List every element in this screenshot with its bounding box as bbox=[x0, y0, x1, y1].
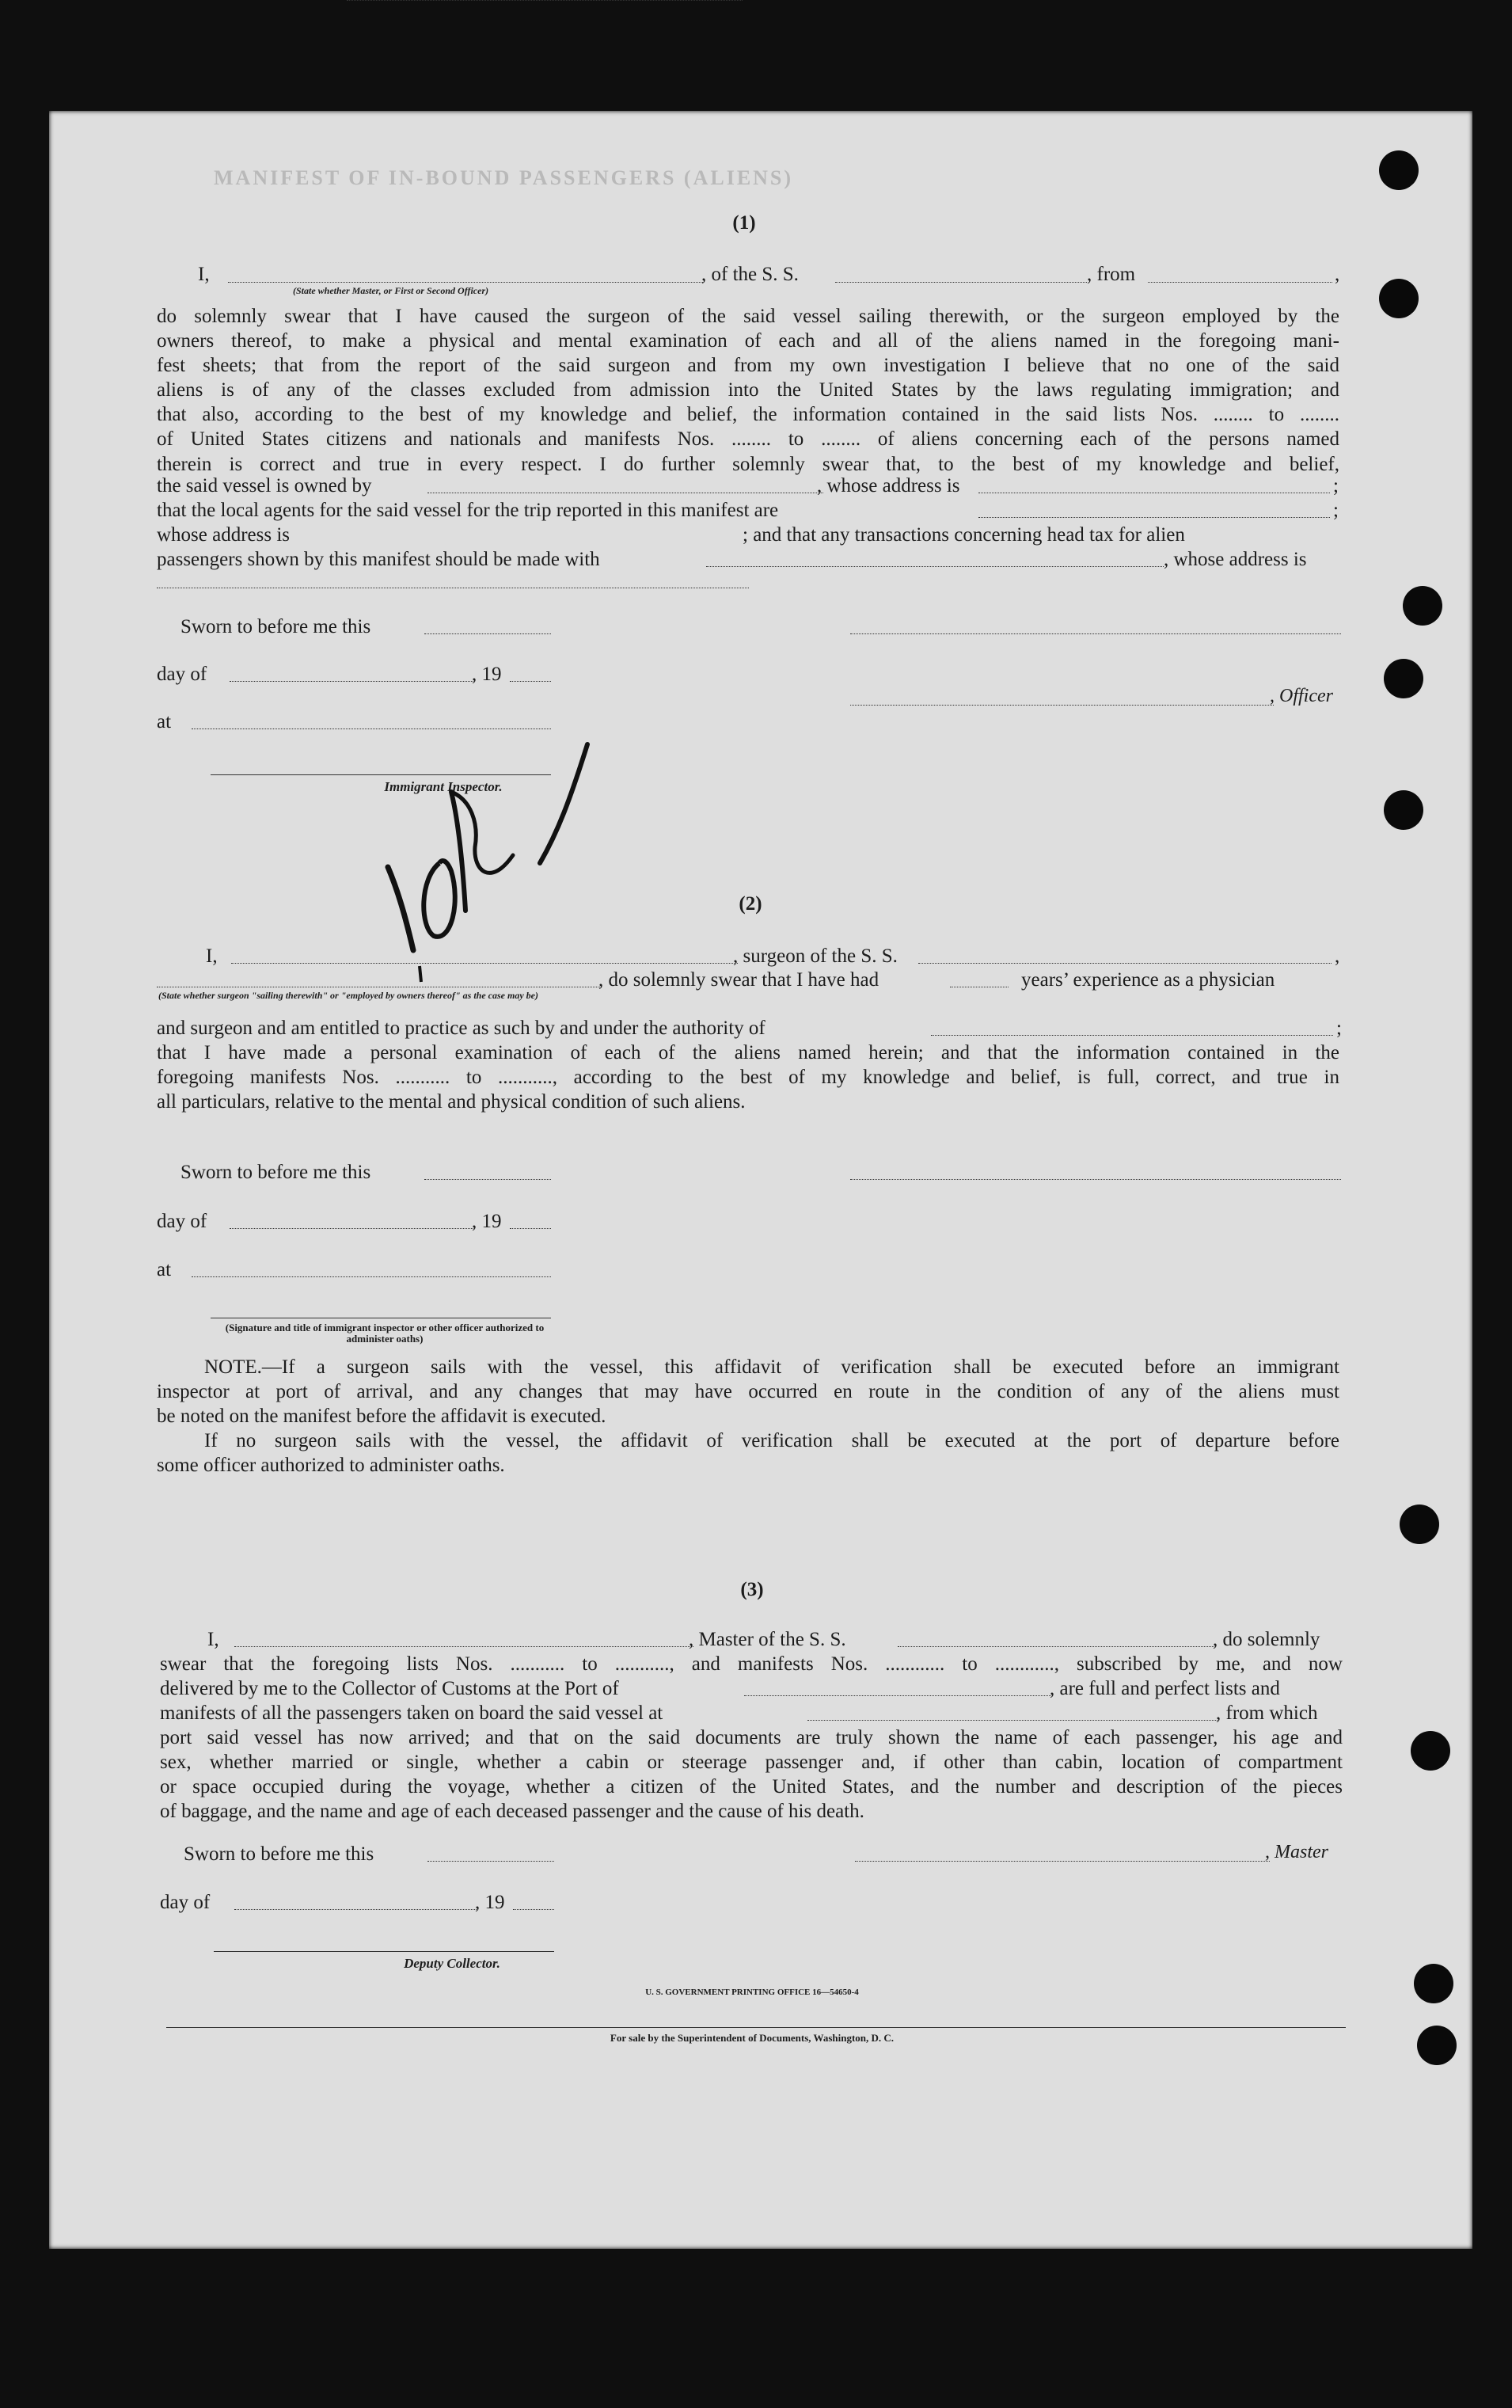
s1-day-blank[interactable] bbox=[230, 681, 475, 682]
punch-hole bbox=[1403, 586, 1442, 626]
s2-authority-blank[interactable] bbox=[931, 1035, 1333, 1036]
s3-line: delivered by me to the Collector of Customs at the Port of bbox=[160, 1678, 619, 1699]
s3-line: manifests of all the passengers taken on board the said vessel at bbox=[160, 1702, 663, 1724]
s2-sworn-blank[interactable] bbox=[424, 1179, 551, 1180]
s3-line: swear that the foregoing lists Nos. ........... to ..........., and manifests Nos. ............ to ............, subscribed by me, and now bbox=[160, 1653, 1343, 1675]
s1-line: of United States citizens and nationals and manifests Nos. ........ to ........ of aliens concerning each of the persons named bbox=[157, 428, 1339, 451]
s3-name-blank[interactable] bbox=[234, 1646, 693, 1647]
s3-oath-line-1 bbox=[160, 1652, 1343, 1676]
s1-officer-sublabel: (State whether Master, or First or Second Officer) bbox=[293, 285, 489, 296]
s1-sworn-blank[interactable] bbox=[424, 633, 551, 634]
s2-day-of-label: day of bbox=[157, 1211, 207, 1232]
s1-whose-address-is-label: whose address is bbox=[157, 524, 291, 546]
s2-swear-label: , do solemnly swear that I have had bbox=[598, 969, 879, 991]
s1-whose-address-label: , whose address is bbox=[817, 475, 960, 496]
s2-line: and surgeon and am entitled to practice as such by and under the authority of bbox=[157, 1018, 765, 1039]
punch-hole bbox=[1400, 1505, 1439, 1544]
s1-local-agents-label: that the local agents for the said vessel for the trip reported in this manifest are bbox=[157, 500, 779, 521]
punch-hole bbox=[1379, 279, 1419, 318]
s3-sworn-label: Sworn to before me this bbox=[184, 1843, 374, 1865]
s1-sworn-label: Sworn to before me this bbox=[180, 616, 371, 637]
s2-comma: , bbox=[1335, 945, 1340, 967]
s1-head-tax-label: ; and that any transactions concerning head tax for alien bbox=[743, 524, 1185, 546]
s2-note-line: NOTE.—If a surgeon sails with the vessel, this affidavit of verification shall be executed before an immigrant bbox=[204, 1356, 1339, 1378]
punch-hole bbox=[1384, 790, 1423, 830]
s3-do-solemnly-label: , do solemnly bbox=[1213, 1629, 1320, 1650]
s1-semicolon: ; bbox=[1333, 475, 1339, 496]
header-ghost: MANIFEST OF IN-BOUND PASSENGERS (ALIENS) bbox=[214, 166, 794, 189]
s3-line: or space occupied during the voyage, whether a citizen of the United States, and the number and description of the pieces bbox=[160, 1776, 1343, 1798]
s2-year-blank[interactable] bbox=[510, 1228, 551, 1229]
s1-from-blank[interactable] bbox=[1148, 282, 1332, 283]
s2-note-line: be noted on the manifest before the affidavit is executed. bbox=[157, 1406, 606, 1428]
s2-note-line: If no surgeon sails with the vessel, the affidavit of verification shall be executed at the port of departure before bbox=[204, 1430, 1339, 1452]
s1-semicolon: ; bbox=[1333, 500, 1339, 521]
s2-note-line: some officer authorized to administer oaths. bbox=[157, 1455, 505, 1477]
s3-line: sex, whether married or single, whether a cabin or steerage passenger and, if other than cabin, location of compartment bbox=[160, 1752, 1343, 1774]
s2-note bbox=[157, 1355, 1339, 1478]
s3-full-perfect-label: , are full and perfect lists and bbox=[1050, 1678, 1280, 1699]
s1-year-blank[interactable] bbox=[510, 681, 551, 682]
s3-sworn-blank[interactable] bbox=[427, 1861, 554, 1862]
s1-agents-blank[interactable] bbox=[978, 517, 1330, 518]
s3-ship-blank[interactable] bbox=[898, 1646, 1214, 1647]
punch-hole bbox=[1414, 1964, 1453, 2003]
s2-status-sublabel: (State whether surgeon "sailing therewith" or "employed by owners thereof" as the case may be) bbox=[158, 990, 538, 1001]
s1-officer-signature-line-2[interactable] bbox=[850, 705, 1274, 706]
s3-master-of-label: , Master of the S. S. bbox=[689, 1629, 846, 1650]
s1-line: aliens is of any of the classes excluded from admission into the United States by the laws regulating immigration; and bbox=[157, 379, 1339, 401]
gpo-imprint: U. S. GOVERNMENT PRINTING OFFICE 16—54650-4 bbox=[645, 1988, 859, 1997]
s1-from-label: , from bbox=[1087, 264, 1136, 285]
s2-surgeon-of-label: , surgeon of the S. S. bbox=[733, 945, 898, 967]
s3-day-blank[interactable] bbox=[234, 1909, 478, 1910]
s3-departure-port-blank[interactable] bbox=[807, 1720, 1219, 1721]
punch-hole bbox=[1411, 1731, 1450, 1771]
s2-at-label: at bbox=[157, 1259, 172, 1280]
footer-rule bbox=[166, 2027, 1346, 2028]
s3-master-caption: , Master bbox=[1265, 1842, 1328, 1862]
s1-oath-paragraph bbox=[157, 304, 1339, 477]
s1-officer-blank[interactable] bbox=[228, 282, 703, 283]
s1-line: that also, according to the best of my knowledge and belief, the information contained in the said lists Nos. ........ to ........ bbox=[157, 404, 1339, 426]
handwritten-manifest-number bbox=[372, 728, 594, 990]
s2-years-label: years’ experience as a physician bbox=[1021, 969, 1275, 991]
s3-master-signature-line[interactable] bbox=[855, 1861, 1270, 1862]
s2-name-blank[interactable] bbox=[231, 963, 738, 964]
punch-hole bbox=[1379, 150, 1419, 190]
s3-deputy-signature-line[interactable] bbox=[214, 1951, 554, 1952]
s1-year-label: , 19 bbox=[472, 664, 502, 685]
s3-oath-paragraph bbox=[160, 1725, 1343, 1824]
s1-line: owners thereof, to make a physical and mental examination of each and all of the aliens named in the foregoing mani- bbox=[157, 330, 1339, 352]
s2-sworn-label: Sworn to before me this bbox=[180, 1162, 371, 1183]
s1-agents-address-blank[interactable] bbox=[347, 0, 743, 1]
s3-day-of-label: day of bbox=[160, 1892, 211, 1913]
s3-i-label: I, bbox=[207, 1629, 219, 1650]
s1-whose-address-end-label: , whose address is bbox=[1164, 549, 1307, 570]
s3-year-label: , 19 bbox=[475, 1892, 505, 1913]
s2-signature-caption: (Signature and title of immigrant inspector or other officer authorized to administer oaths) bbox=[225, 1322, 545, 1345]
s1-line: therein is correct and true in every respect. I do further solemnly swear that, to the best of my knowledge and belief, bbox=[157, 453, 1339, 475]
s3-line: of baggage, and the name and age of each deceased passenger and the cause of his death. bbox=[160, 1801, 864, 1823]
s2-note-line: inspector at port of arrival, and any changes that may have occurred en route in the condition of any of the aliens must bbox=[157, 1381, 1339, 1403]
s1-officer-signature-line-1[interactable] bbox=[850, 633, 1341, 634]
s2-line: that I have made a personal examination of each of the aliens named herein; and that the information contained in the bbox=[157, 1042, 1339, 1063]
punch-hole bbox=[1384, 659, 1423, 698]
s2-line: all particulars, relative to the mental and physical condition of such aliens. bbox=[157, 1091, 746, 1113]
s2-at-blank[interactable] bbox=[192, 1276, 551, 1277]
section-3-number: (3) bbox=[740, 1579, 764, 1600]
punch-hole bbox=[1417, 2026, 1457, 2065]
s2-i-label: I, bbox=[206, 945, 218, 967]
s1-of-ss-label: , of the S. S. bbox=[701, 264, 799, 285]
s2-year-label: , 19 bbox=[472, 1211, 502, 1232]
s1-day-of-label: day of bbox=[157, 664, 207, 685]
s1-owned-by-label: the said vessel is owned by bbox=[157, 475, 372, 496]
section-2-number: (2) bbox=[739, 893, 762, 915]
s1-head-tax-agent-blank[interactable] bbox=[706, 566, 1164, 567]
s2-oath-paragraph bbox=[157, 1040, 1339, 1114]
s2-semicolon: ; bbox=[1336, 1018, 1342, 1039]
s1-inspector-caption: Immigrant Inspector. bbox=[384, 779, 503, 794]
s1-line: fest sheets; that from the report of the said surgeon and from my own investigation I believe that no one of the said bbox=[157, 355, 1339, 377]
s2-line: foregoing manifests Nos. ........... to ..........., according to the best of my knowledge and belief, is full, correct, and true in bbox=[157, 1067, 1339, 1089]
for-sale-notice: For sale by the Superintendent of Documents, Washington, D. C. bbox=[610, 2032, 895, 2044]
s1-ship-blank[interactable] bbox=[835, 282, 1087, 283]
s1-officer-caption: , Officer bbox=[1270, 686, 1333, 706]
s2-ship-blank[interactable] bbox=[918, 963, 1332, 964]
s3-line: port said vessel has now arrived; and that on the said documents are truly shown the name of each passenger, his age and bbox=[160, 1727, 1343, 1748]
s1-comma: , bbox=[1335, 264, 1340, 285]
s1-line: do solemnly swear that I have caused the surgeon of the said vessel sailing therewith, or the surgeon employed by the bbox=[157, 306, 1339, 327]
section-1-number: (1) bbox=[732, 212, 756, 234]
s3-year-blank[interactable] bbox=[513, 1909, 554, 1910]
s2-day-blank[interactable] bbox=[230, 1228, 475, 1229]
s3-deputy-caption: Deputy Collector. bbox=[404, 1956, 500, 1971]
s1-passengers-label: passengers shown by this manifest should be made with bbox=[157, 549, 600, 570]
s3-port-blank[interactable] bbox=[744, 1695, 1051, 1696]
s1-at-label: at bbox=[157, 711, 172, 732]
s2-surgeon-signature-line[interactable] bbox=[850, 1179, 1341, 1180]
s1-i-label: I, bbox=[198, 264, 210, 285]
s3-from-which-label: , from which bbox=[1216, 1702, 1318, 1724]
